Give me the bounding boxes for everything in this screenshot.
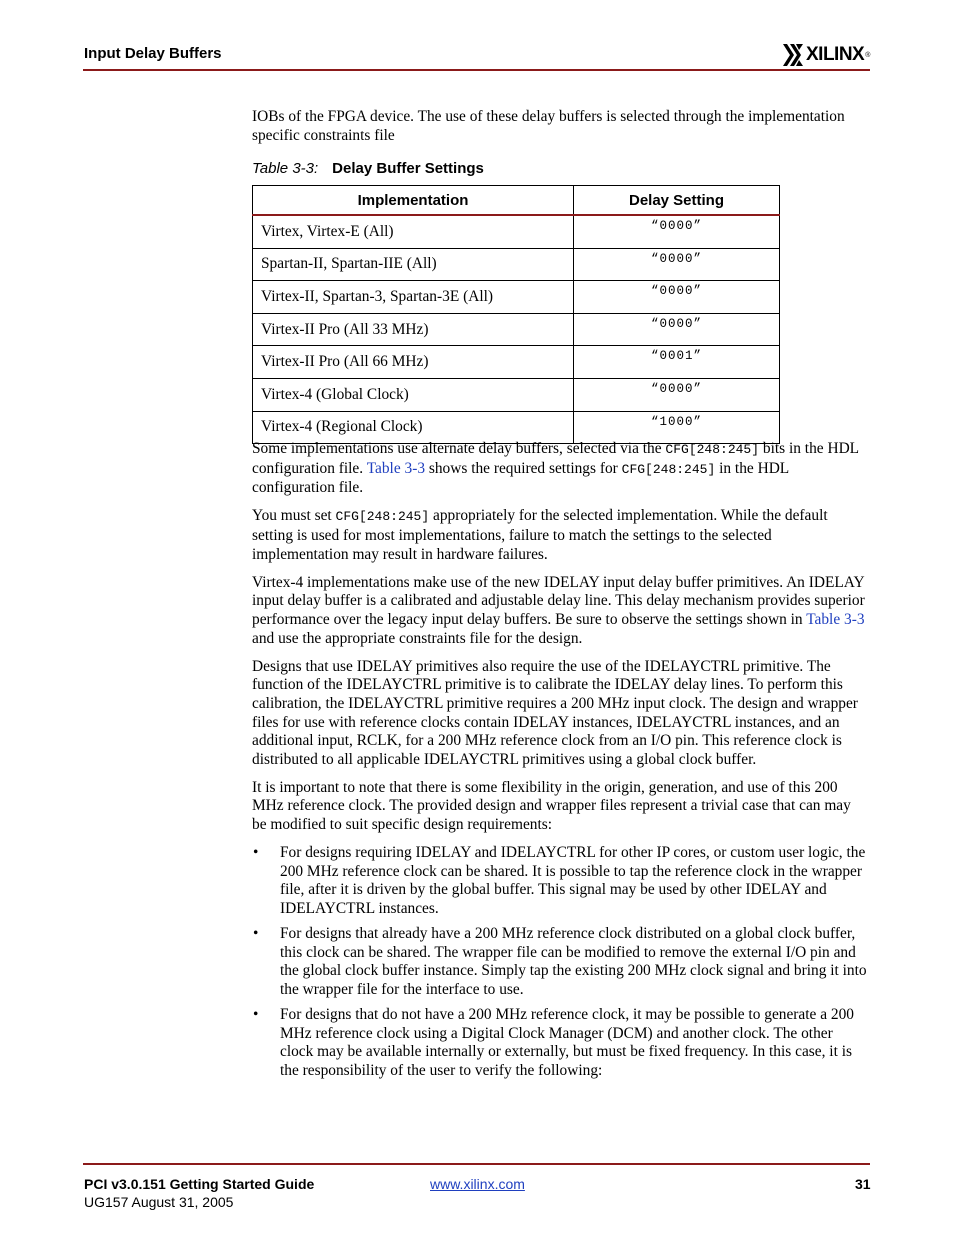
paragraph-must-set: You must set CFG[248:245] appropriately for the selected implementation. While the default setting is used for most implementations, failure to match the settings to the selected implementation may result in hardware failures.	[252, 507, 828, 563]
intro-text: IOBs of the FPGA device. The use of these delay buffers is selected through the implementation specific constraints file	[252, 108, 845, 144]
delay-setting-cell: “1000”	[574, 411, 780, 444]
page-number: 31	[855, 1176, 871, 1192]
intro-paragraph	[252, 108, 868, 155]
code-cfg: CFG[248:245]	[665, 442, 760, 457]
list-item: • For designs requiring IDELAY and IDELAYCTRL for other IP cores, or custom user logic, the 200 MHz reference clock can be shared. It is possible to tap the reference clock in the wrapper file, after it is driven by the global buffer. This signal may be used by other IDELAY and IDELAYCTRL instances.	[252, 844, 868, 918]
footer-rule	[83, 1163, 870, 1165]
implementation-cell: Virtex-II Pro (All 33 MHz)	[253, 313, 574, 346]
list-item: • For designs that do not have a 200 MHz reference clock, it may be possible to generate a 200 MHz reference clock using a Digital Clock Manager (DCM) and another clock. The other clock may be available internally or externally, but must be fixed frequency. In this case, it is the responsibility of the user to verify the following:	[252, 1006, 868, 1080]
body-text	[252, 440, 868, 1087]
implementation-cell: Spartan-II, Spartan-IIE (All)	[253, 248, 574, 281]
implementation-cell: Virtex-II Pro (All 66 MHz)	[253, 346, 574, 379]
table-row	[253, 248, 780, 281]
table-name: Delay Buffer Settings	[332, 160, 484, 177]
paragraph-virtex4: Virtex-4 implementations make use of the new IDELAY input delay buffer primitives. An IDELAY input delay buffer is a calibrated and adjustable delay line. This delay mechanism provides superior performance over the legacy input delay buffers. Be sure to observe the settings shown in Table 3-3 and use the appropriate constraints file for the design.	[252, 573, 865, 647]
xilinx-x-icon	[782, 43, 804, 67]
delay-setting-cell: “0000”	[574, 281, 780, 314]
footer-guide-title: PCI v3.0.151 Getting Started Guide	[84, 1176, 315, 1192]
delay-setting-cell: “0000”	[574, 378, 780, 411]
table-3-3-link[interactable]: Table 3-3	[366, 459, 426, 477]
table-caption	[252, 160, 484, 177]
bullet-list	[252, 844, 868, 1080]
code-cfg: CFG[248:245]	[621, 461, 716, 477]
table-row	[253, 281, 780, 314]
delay-buffer-table	[252, 185, 780, 444]
implementation-cell: Virtex-II, Spartan-3, Spartan-3E (All)	[253, 281, 574, 314]
delay-setting-cell: “0000”	[574, 313, 780, 346]
implementation-cell: Virtex-4 (Global Clock)	[253, 378, 574, 411]
column-header-delay-setting: Delay Setting	[574, 186, 780, 216]
column-header-implementation: Implementation	[253, 186, 574, 216]
list-item: • For designs that already have a 200 MHz reference clock distributed on a global clock buffer, this clock can be shared. The wrapper file can be modified to remove the external I/O pin and the global clock buffer instance. Simply tap the existing 200 MHz clock signal and bring it into the wrapper file for the interface to use.	[252, 925, 868, 999]
table-row	[253, 215, 780, 248]
delay-setting-cell: “0000”	[574, 215, 780, 248]
paragraph-flexibility: It is important to note that there is some flexibility in the origin, generation, and use of this 200 MHz reference clock. The provided design and wrapper files represent a trivial case that can may be modified to suit specific design requirements:	[252, 778, 851, 834]
table-row	[253, 346, 780, 379]
footer-url-link[interactable]: www.xilinx.com	[430, 1176, 525, 1192]
delay-setting-cell: “0000”	[574, 248, 780, 281]
logo-wordmark: XILINX	[806, 44, 865, 65]
implementation-cell: Virtex-4 (Regional Clock)	[253, 411, 574, 444]
table-row	[253, 411, 780, 444]
table-row	[253, 378, 780, 411]
table-row	[253, 313, 780, 346]
implementation-cell: Virtex, Virtex-E (All)	[253, 215, 574, 248]
header-rule	[83, 69, 870, 71]
running-header-title: Input Delay Buffers	[84, 45, 222, 62]
table-number: Table 3-3:	[252, 160, 319, 177]
delay-setting-cell: “0001”	[574, 346, 780, 379]
code-cfg: CFG[248:245]	[335, 509, 430, 525]
logo-registered-mark: ®	[865, 51, 871, 59]
table-header-row	[253, 186, 780, 216]
paragraph-cfg-bits: Some implementations use alternate delay buffers, selected via the CFG[248:245] bits in the HDL configuration file. Table 3-3 shows the required settings for CFG[248:245] in the HDL configuration file.	[252, 440, 859, 497]
paragraph-idelayctrl: Designs that use IDELAY primitives also require the use of the IDELAYCTRL primitive. The function of the IDELAYCTRL primitive is to calibrate the IDELAY delay lines. To perform this calibration, the IDELAYCTRL primitive requires a 200 MHz input clock. The design and wrapper files for use with reference clocks contain IDELAY instances, IDELAYCTRL instances, and an additional input, RCLK, for a 200 MHz reference clock from an I/O pin. This reference clock is distributed to all applicable IDELAYCTRL primitives using a global clock buffer.	[252, 657, 858, 768]
footer-doc-id: UG157 August 31, 2005	[84, 1194, 234, 1210]
xilinx-logo	[782, 42, 870, 68]
table-3-3-link[interactable]: Table 3-3	[806, 610, 865, 628]
